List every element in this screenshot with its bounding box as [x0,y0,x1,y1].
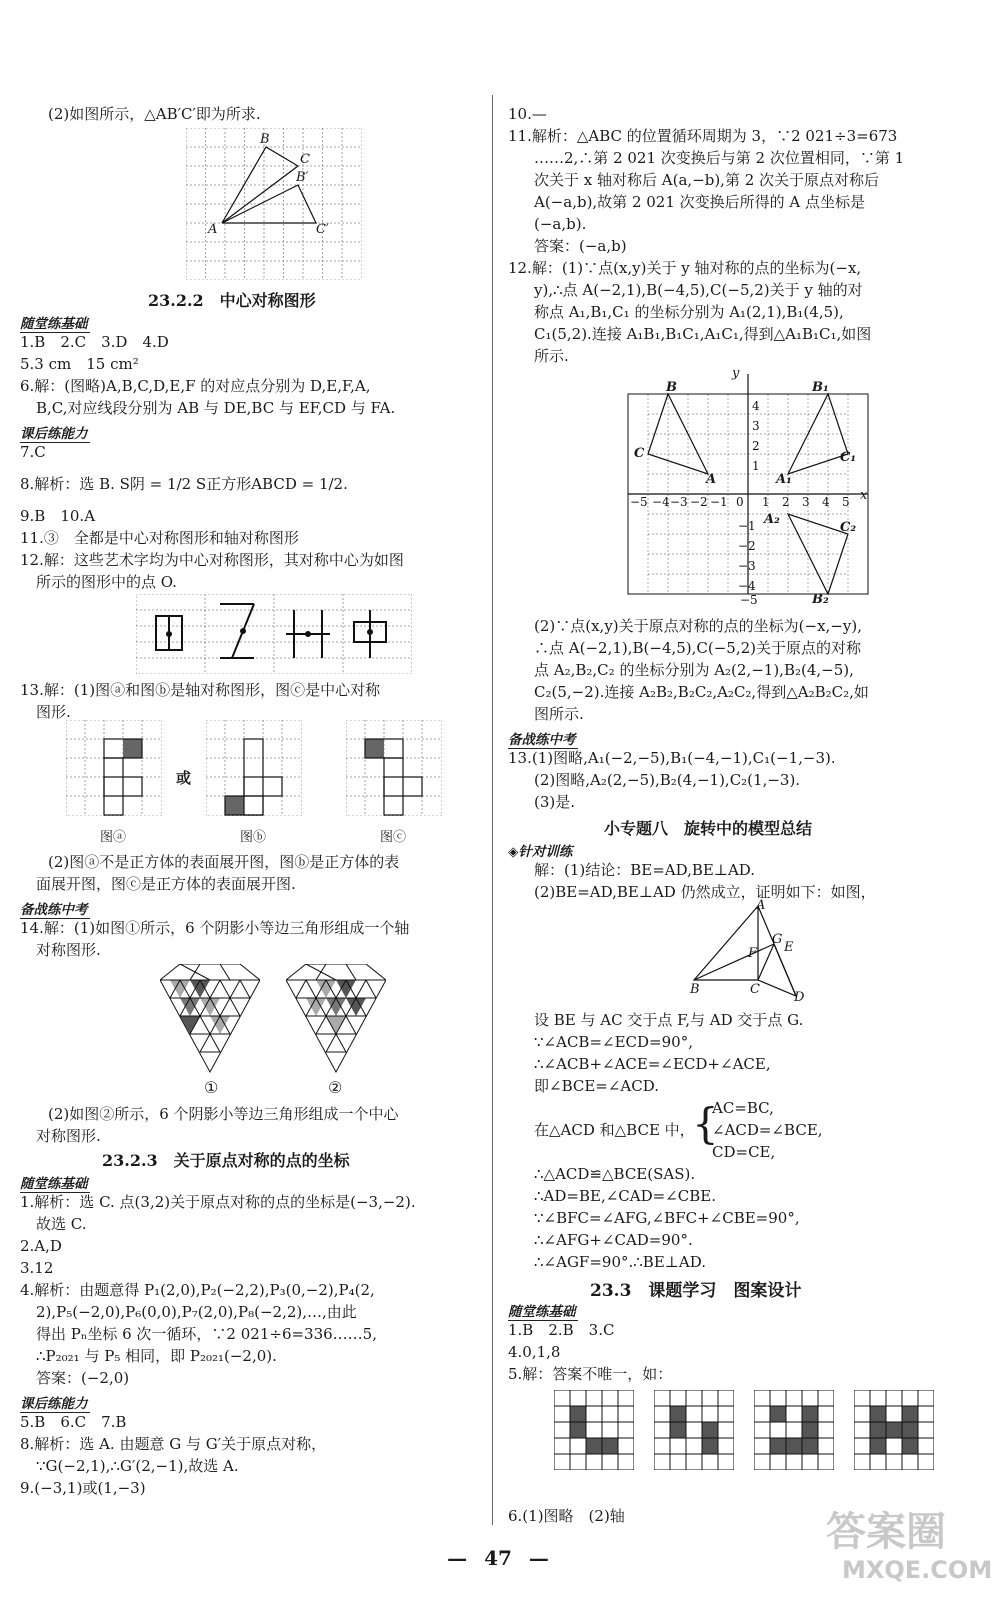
text-line: ∴∠AFG+∠CAD=90°. [534,1231,693,1249]
svg-text:−2: −2 [738,539,756,553]
section-heading: 小专题八 旋转中的模型总结 [604,819,813,838]
text-line: 解：(1)结论：BE=AD,BE⊥AD. [534,861,756,879]
text-line: 10.— [508,105,547,123]
section-tag [508,840,574,860]
tag-label: 针对训练 [518,844,573,860]
point-label: B [690,982,700,997]
text-line: 6.(1)图略 (2)轴 [508,1507,625,1525]
text-line: 11.③ 全都是中心对称图形和轴对称图形 [20,529,299,547]
svg-text:3: 3 [752,419,760,433]
text-line: ∵∠ACB=∠ECD=90°, [534,1033,693,1051]
point-label: C′ [316,222,329,237]
text-line: (2)BE=AD,BE⊥AD 仍然成立，证明如下：如图， [534,883,876,901]
text-line: 4.0,1,8 [508,1343,561,1361]
section-tag: 随堂练基础 [20,1172,90,1193]
text-line: 对称图形. [36,1127,101,1145]
text-line: 1.B 2.B 3.C [508,1321,615,1339]
axis-label: x [860,488,868,503]
net-figure-b [206,720,302,816]
text-line: ∵∠BFC=∠AFG,∠BFC+∠CBE=90°, [534,1209,800,1227]
text-line: 5.B 6.C 7.B [20,1413,127,1431]
art-letters-figure [136,594,412,674]
svg-text:−4: −4 [652,495,670,509]
figure-caption: 图ⓐ [100,830,127,845]
text-line: 4.解析：由题意得 P₁(2,0),P₂(−2,2),P₃(0,−2),P₄(2, [20,1281,375,1299]
svg-text:−3: −3 [670,495,688,509]
text-line: ∴P₂₀₂₁ 与 P₅ 相同，即 P₂₀₂₁(−2,0). [36,1347,277,1365]
brace-symbol: { [692,1099,719,1148]
text-line: 3.12 [20,1259,54,1277]
section-tag: 备战练中考 [508,728,578,749]
text-line: B,C,对应线段分别为 AB 与 DE,BC 与 EF,CD 与 FA. [36,399,396,417]
text-line: 2.A,D [20,1237,62,1255]
text-line: ∴∠ACB+∠ACE=∠ECD+∠ACE, [534,1055,771,1073]
text-line: 11.解析：△ABC 的位置循环周期为 3，∵2 021÷3=673 [508,127,898,145]
svg-text:−5: −5 [630,495,648,509]
svg-text:2: 2 [752,439,760,453]
svg-text:0: 0 [736,495,744,509]
triangle-grid-figure [186,128,362,280]
point-label: D [794,990,805,1005]
watermark-url: MXQE.COM [842,1556,993,1584]
svg-text:−1: −1 [710,495,728,509]
point-label: E [784,940,794,955]
net-figure-c [346,720,442,816]
text-line: 9.B 10.A [20,507,96,525]
text-line: ∴点 A(−2,1),B(−4,5),C(−5,2)关于原点的对称 [534,639,862,657]
pattern-design-4 [854,1390,934,1470]
text-line: (2)图ⓐ不是正方体的表面展开图，图ⓑ是正方体的表 [48,853,400,871]
text-line: (2)如图所示，△AB′C′即为所求. [48,105,261,123]
svg-text:4: 4 [752,399,760,413]
svg-text:1: 1 [762,495,770,509]
text-line: 12.解：(1)∵点(x,y)关于 y 轴对称的点的坐标为(−x, [508,259,862,277]
point-label: A [706,472,717,487]
text-line: ∴AD=BE,∠CAD=∠CBE. [534,1187,716,1205]
text-line: ∴△ACD≌△BCE(SAS). [534,1165,696,1183]
point-label: B [666,380,677,395]
point-label: F [748,946,758,961]
text-line: (−a,b). [534,215,587,233]
svg-text:−3: −3 [738,559,756,573]
text-line: 面展开图，图ⓒ是正方体的表面展开图. [36,875,296,893]
section-heading: 23.2.2 中心对称图形 [148,291,316,310]
svg-text:2: 2 [782,495,790,509]
point-label: A₁ [776,472,792,487]
svg-text:−5: −5 [740,593,758,606]
text-line: y),∴点 A(−2,1),B(−4,5),C(−5,2)关于 y 轴的对 [534,281,863,299]
text-line: (2)∵点(x,y)关于原点对称的点的坐标为(−x,−y), [534,617,862,635]
text-line: 1.B 2.C 3.D 4.D [20,333,169,351]
point-label: A [208,222,218,237]
text-line: 14.解：(1)如图①所示，6 个阴影小等边三角形组成一个轴 [20,919,410,937]
point-label: C₁ [840,450,857,465]
text-line: 8.解析：选 B. S阴 = 1/2 S正方形ABCD = 1/2. [20,475,348,493]
section-heading: 23.2.3 关于原点对称的点的坐标 [102,1151,350,1170]
point-label: B [260,132,270,147]
text-line: 6.解：(图略)A,B,C,D,E,F 的对应点分别为 D,E,F,A, [20,377,371,395]
section-tag: 课后练能力 [20,1392,90,1413]
point-label: C [634,446,645,461]
text-line: AC=BC, [712,1099,774,1117]
text-line: A(−a,b),故第 2 021 次变换后所得的 A 点坐标是 [534,193,866,211]
footer-dash: — [447,1546,468,1570]
text-line: (2)图略,A₂(2,−5),B₂(4,−1),C₂(1,−3). [534,771,801,789]
text-line: C₂(5,−2).连接 A₂B₂,B₂C₂,A₂C₂,得到△A₂B₂C₂,如 [534,683,869,701]
text-line: 对称图形. [36,941,101,959]
svg-text:−1: −1 [738,519,756,533]
axis-label: y [732,366,740,381]
text-line: 次关于 x 轴对称后 A(a,−b),第 2 次关于原点对称后 [534,171,880,189]
text-line: C₁(5,2).连接 A₁B₁,B₁C₁,A₁C₁,得到△A₁B₁C₁,如图 [534,325,872,343]
svg-text:−4: −4 [738,579,756,593]
text-line: 12.解：这些艺术字均为中心对称图形，其对称中心为如图 [20,551,404,569]
column-divider [492,95,493,1525]
svg-text:4: 4 [822,495,830,509]
text-line: 13.(1)图略,A₁(−2,−5),B₁(−4,−1),C₁(−1,−3). [508,749,836,767]
text-line: 故选 C. [36,1215,87,1233]
text-line: ……2,∴第 2 021 次变换后与第 2 次位置相同，∵第 1 [534,149,905,167]
svg-text:3: 3 [802,495,810,509]
text-line: 设 BE 与 AC 交于点 F,与 AD 交于点 G. [534,1011,804,1029]
pattern-design-2 [654,1390,734,1470]
svg-text:1: 1 [752,459,760,473]
triangle-pattern-2 [286,964,386,1076]
diamond-icon: ◈ [508,844,519,860]
text-line: 答案：(−2,0) [36,1369,130,1387]
triangle-pattern-1 [160,964,260,1076]
text-line: 13.解：(1)图ⓐ和图ⓑ是轴对称图形，图ⓒ是中心对称 [20,681,381,699]
point-label: C [300,152,310,167]
point-label: C [750,982,760,997]
text-line: ∠ACD=∠BCE, [712,1121,823,1139]
figure-caption: 图ⓒ [380,830,407,845]
text-line: ∴∠AGF=90°.∴BE⊥AD. [534,1253,706,1271]
text-line: CD=CE, [712,1143,776,1161]
point-label: C₂ [840,520,857,535]
point-label: G [772,932,783,947]
figure-caption: ② [328,1078,343,1097]
point-label: A [756,898,766,913]
text-line: 2),P₅(−2,0),P₆(0,0),P₇(2,0),P₈(−2,2),…,由此 [36,1303,357,1321]
section-tag: 随堂练基础 [508,1300,578,1321]
text-line: 点 A₂,B₂,C₂ 的坐标分别为 A₂(2,−1),B₂(4,−5), [534,661,854,679]
svg-text:−2: −2 [690,495,708,509]
text-line: 8.解析：选 A. 由题意 G 与 G′关于原点对称， [20,1435,327,1453]
text-line: 图形. [36,703,71,721]
text-line: 1.解析：选 C. 点(3,2)关于原点对称的点的坐标是(−3,−2). [20,1193,416,1211]
text-line: 得出 Pₙ坐标 6 次一循环，∵2 021÷6=336……5, [36,1325,377,1343]
pattern-design-3 [754,1390,834,1470]
text-line: 7.C [20,443,46,461]
text-line: 5.解：答案不唯一，如： [508,1365,673,1383]
net-figure-a [66,720,162,816]
text-line: 称点 A₁,B₁,C₁ 的坐标分别为 A₁(2,1),B₁(4,5), [534,303,844,321]
coordinate-graph [624,366,874,606]
figure-caption: ① [204,1078,219,1097]
text-line: 9.(−3,1)或(1,−3) [20,1479,146,1497]
text-line: 在△ACD 和△BCE 中， [534,1121,695,1139]
pattern-design-1 [554,1390,634,1470]
section-tag: 备战练中考 [20,898,90,919]
watermark-logo: 答案圈 [826,1509,946,1555]
figure-caption: 图ⓑ [240,830,267,845]
text-line: 图所示. [534,705,584,723]
text-line: 所示. [534,347,569,365]
text-line: 即∠BCE=∠ACD. [534,1077,660,1095]
text-line: 所示的图形中的点 O. [36,573,177,591]
text-line: 5.3 cm 15 cm² [20,355,139,373]
page-number: 47 [484,1546,512,1570]
point-label: B′ [296,170,309,185]
section-heading: 23.3 课题学习 图案设计 [590,1281,802,1301]
point-label: B₂ [812,592,829,607]
footer-dash: — [528,1546,549,1570]
or-label: 或 [176,769,192,787]
point-label: A₂ [764,512,780,527]
text-line: ∵G(−2,1),∴G′(2,−1),故选 A. [36,1457,239,1475]
point-label: B₁ [812,380,829,395]
section-tag: 课后练能力 [20,422,90,443]
text-line: (2)如图②所示，6 个阴影小等边三角形组成一个中心 [48,1105,399,1123]
svg-text:5: 5 [842,495,850,509]
text-line: 答案：(−a,b) [534,237,627,255]
text-line: (3)是. [534,793,576,811]
section-tag: 随堂练基础 [20,312,90,333]
